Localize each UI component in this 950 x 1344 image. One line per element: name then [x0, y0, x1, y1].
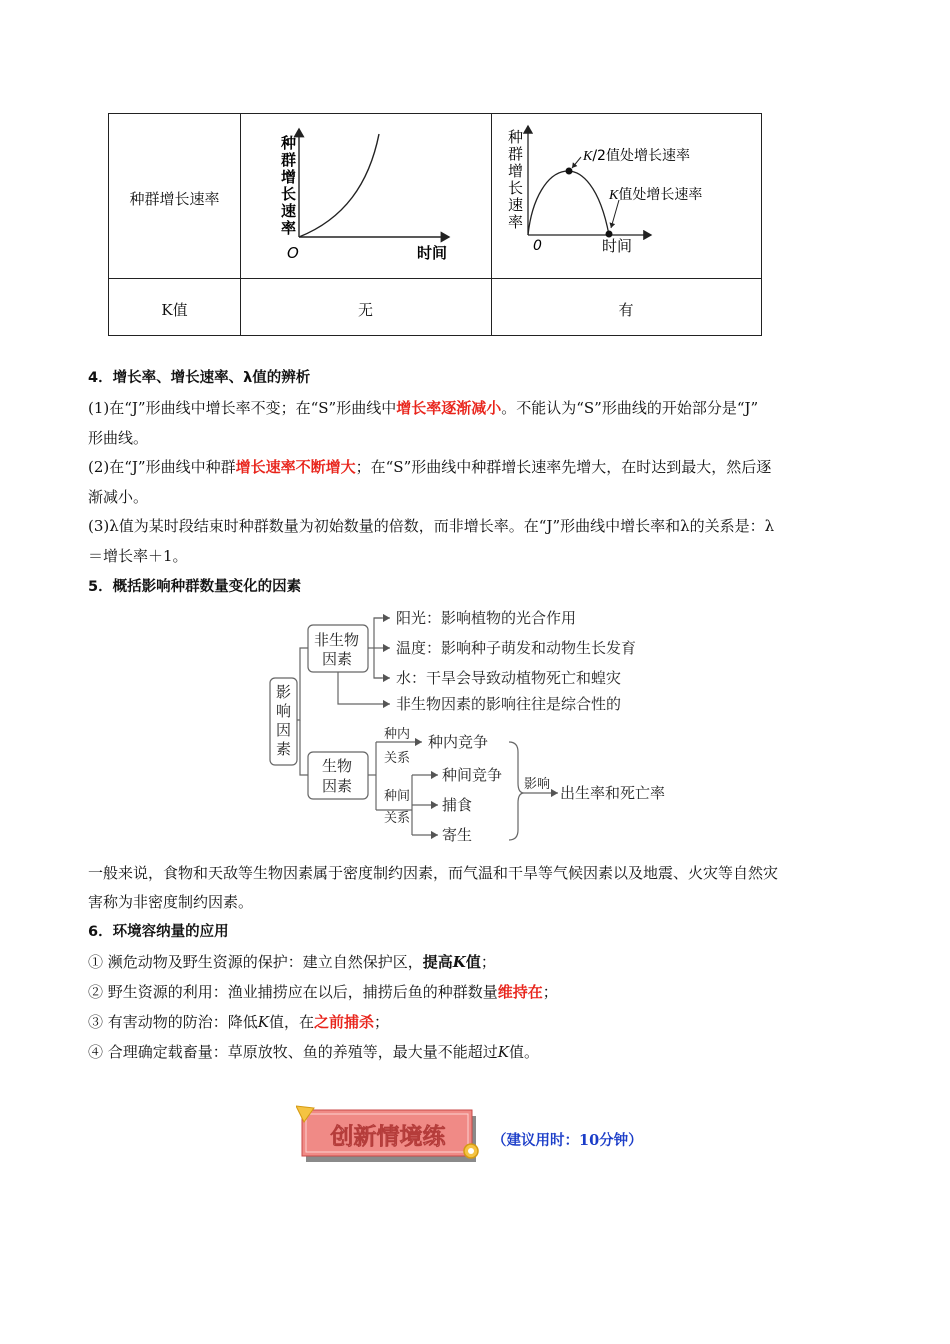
peak-point [566, 168, 573, 175]
inter-label: 种间 [384, 789, 411, 804]
comparison-table [108, 113, 762, 336]
result-label: 出生率和死亡率 [560, 784, 666, 802]
inter-item: 种间竞争 [442, 766, 503, 784]
s-curve-graph [501, 120, 761, 260]
paragraph: 渐减小。 [88, 488, 149, 506]
list-item: ② 野生资源的利用：渔业捕捞应在以后，捕捞后鱼的种群数量维持在； [88, 983, 558, 1001]
intra-label: 种内 [384, 727, 411, 742]
j-k-value: 无 [357, 301, 373, 319]
y-axis-char: 增 [508, 162, 524, 180]
time-hint: （建议用时：10分钟） [492, 1132, 643, 1149]
y-axis-char: 长 [508, 179, 524, 197]
abiotic-item: 温度：影响种子萌发和动物生长发育 [396, 639, 637, 657]
section-heading-4: 4．增长率、增长速率、λ值的辨析 [88, 370, 311, 386]
abiotic-label: 非生物 [314, 631, 360, 649]
abiotic-label: 因素 [322, 650, 353, 668]
root-char: 素 [276, 740, 292, 758]
banner-graphic [296, 1104, 486, 1166]
biotic-label: 因素 [322, 777, 353, 795]
paragraph: 一般来说，食物和天敌等生物因素属于密度制约因素，而气温和干旱等气候因素以及地震、火灾等自然灾 [88, 864, 779, 882]
s-growth-rate-curve [528, 171, 609, 235]
practice-banner [296, 1104, 486, 1166]
row-label-k-value: K值 [161, 301, 188, 319]
intra-item: 种内竞争 [428, 733, 489, 751]
factors-diagram [262, 600, 702, 850]
y-axis-char: 增 [281, 168, 297, 186]
table-divider [109, 278, 761, 279]
y-axis-char: 速 [281, 202, 297, 220]
j-curve-graph [249, 124, 469, 264]
root-char: 响 [276, 702, 292, 720]
affect-label: 影响 [524, 777, 551, 792]
y-axis-char: 长 [281, 185, 297, 203]
biotic-label: 生物 [322, 757, 353, 775]
y-axis-char: 种 [281, 134, 297, 152]
paragraph: (1)在“J”形曲线中增长率不变；在“S”形曲线中增长率逐渐减小。不能认为“S”形曲线的开始部分是“J” [88, 399, 759, 417]
list-item: ① 濒危动物及野生资源的保护：建立自然保护区，提高K值； [88, 953, 496, 971]
origin-label: O [287, 244, 299, 262]
intra-label: 关系 [384, 751, 411, 766]
abiotic-summary: 非生物因素的影响往往是综合性的 [396, 695, 622, 713]
y-axis-char: 种 [508, 128, 524, 146]
y-axis-char: 群 [281, 151, 297, 169]
x-axis-label: 时间 [602, 237, 633, 255]
y-axis-char: 率 [281, 219, 297, 237]
inter-item: 寄生 [442, 826, 473, 844]
paragraph: ＝增长率＋1。 [88, 547, 188, 565]
peak-annotation: K/2值处增长速率 [583, 148, 690, 164]
y-axis-char: 率 [508, 213, 524, 231]
paragraph: (3)λ值为某时段结束时种群数量为初始数量的倍数，而非增长率。在“J”形曲线中增长率和λ的关系是：λ [88, 517, 775, 535]
inter-item: 捕食 [442, 796, 473, 814]
banner-title: 创新情境练 [330, 1124, 446, 1150]
abiotic-item: 水：干旱会导致动植物死亡和蝗灾 [396, 669, 622, 687]
s-k-value: 有 [618, 301, 634, 319]
root-char: 影 [276, 683, 292, 701]
row-label-growth-rate: 种群增长速率 [129, 190, 220, 208]
end-annotation: K值处增长速率 [609, 187, 703, 203]
x-axis-label: 时间 [417, 244, 448, 262]
origin-label: 0 [533, 238, 542, 254]
y-axis-char: 速 [508, 196, 524, 214]
paragraph: 害称为非密度制约因素。 [88, 893, 254, 911]
list-item: ④ 合理确定载畜量：草原放牧、鱼的养殖等，最大量不能超过K值。 [88, 1043, 540, 1061]
y-axis-char: 群 [508, 145, 524, 163]
paragraph: 形曲线。 [88, 429, 149, 447]
section-heading-5: 5．概括影响种群数量变化的因素 [88, 579, 302, 595]
inter-label: 关系 [384, 811, 411, 826]
list-item: ③ 有害动物的防治：降低K值，在之前捕杀； [88, 1013, 390, 1031]
abiotic-item: 阳光：影响植物的光合作用 [396, 609, 577, 627]
j-growth-curve [299, 134, 379, 237]
section-heading-6: 6．环境容纳量的应用 [88, 924, 229, 940]
paragraph: (2)在“J”形曲线中种群增长速率不断增大；在“S”形曲线中种群增长速率先增大，在时达到最大，然后逐 [88, 458, 772, 476]
root-char: 因 [276, 721, 292, 739]
